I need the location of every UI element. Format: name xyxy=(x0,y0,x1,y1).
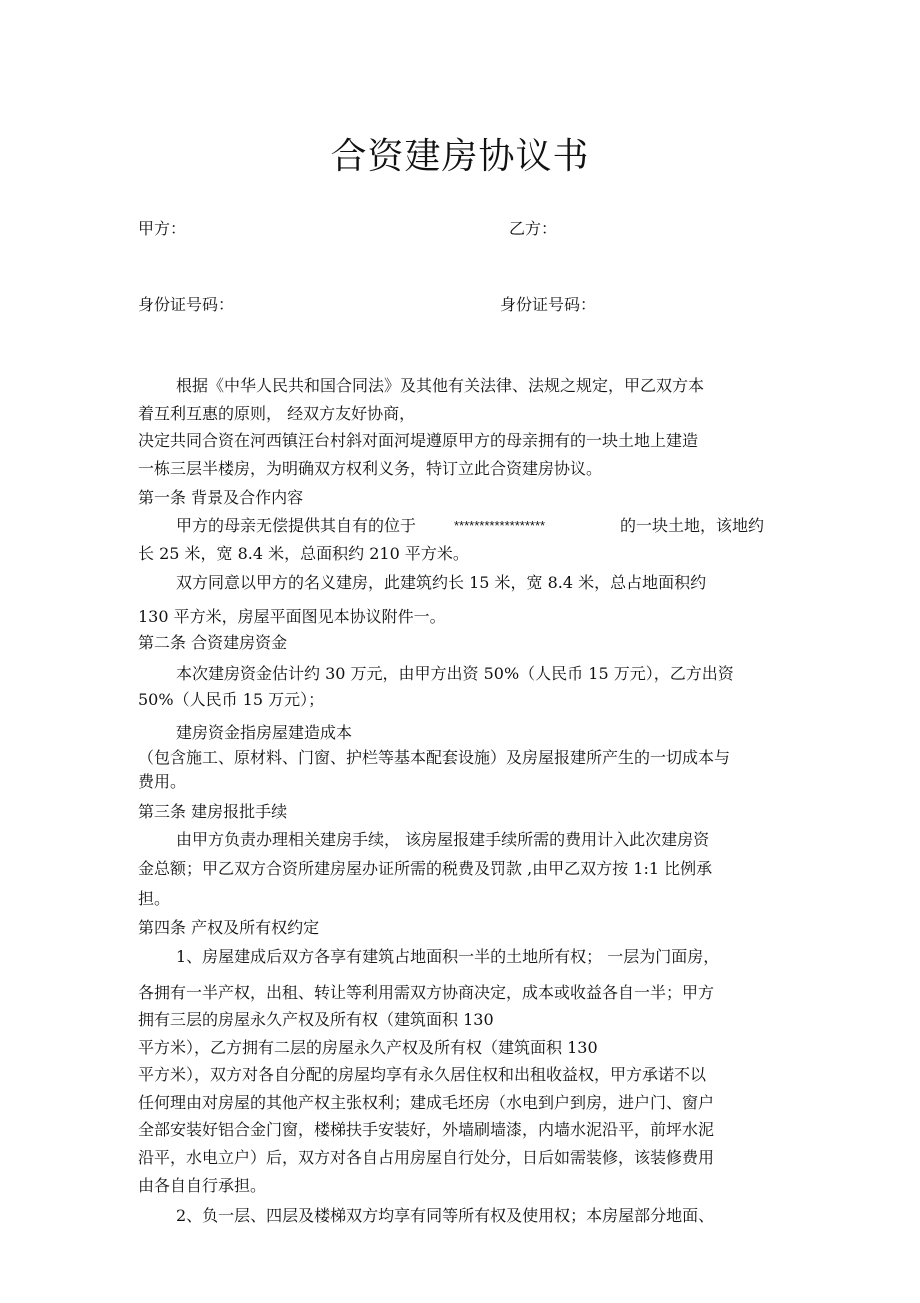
id-number-b-label: 身份证号码： xyxy=(500,295,597,314)
article-1-heading: 第一条 背景及合作内容 xyxy=(138,488,304,507)
article-4-line-5: 平方米），双方对各自分配的房屋均享有永久居住权和出租收益权，甲方承诺不以 xyxy=(138,1065,707,1084)
article-3-line-3: 担。 xyxy=(138,889,171,908)
preamble-line-3: 决定共同合资在河西镇汪台村斜对面河堤遵原甲方的母亲拥有的一块土地上建造 xyxy=(138,431,699,450)
article-2-heading: 第二条 合资建房资金 xyxy=(138,633,288,652)
article-4-line-10: 2、负一层、四层及楼梯双方均享有同等所有权及使用权；本房屋部分地面、 xyxy=(176,1206,715,1225)
article-4-line-2: 各拥有一半产权，出租、转让等利用需双方协商决定，成本或收益各自一半；甲方 xyxy=(138,983,715,1002)
article-2-line-5: 费用。 xyxy=(138,772,187,791)
article-1-line-4: 130 平方米，房屋平面图见本协议附件一。 xyxy=(138,607,446,626)
article-1-line-3: 双方同意以甲方的名义建房，此建筑约长 15 米，宽 8.4 米，总占地面积约 xyxy=(176,573,707,592)
party-a-label: 甲方： xyxy=(138,219,187,238)
document-title: 合资建房协议书 xyxy=(330,136,590,177)
article-4-line-8: 沿平，水电立户）后，双方对各自占用房屋自行处分，日后如需装修，该装修费用 xyxy=(138,1148,715,1167)
article-1-line-2: 长 25 米，宽 8.4 米，总面积约 210 平方米。 xyxy=(138,544,469,563)
preamble-line-1: 根据《中华人民共和国合同法》及其他有关法律、法规之规定，甲乙双方本 xyxy=(176,376,705,395)
article-1-line-1a: 甲方的母亲无偿提供其自有的位于 xyxy=(176,516,417,535)
article-1-line-1b: 的一块土地，该地约 xyxy=(620,516,765,535)
article-4-line-6: 任何理由对房屋的其他产权主张权利；建成毛坯房（水电到户到房，进户门、窗户 xyxy=(138,1093,715,1112)
article-2-line-3: 建房资金指房屋建造成本 xyxy=(176,723,353,742)
article-4-line-7: 全部安装好铝合金门窗，楼梯扶手安装好，外墙刷墙漆，内墙水泥沿平，前坪水泥 xyxy=(138,1120,715,1139)
article-4-line-9: 由各自自行承担。 xyxy=(138,1176,267,1195)
article-3-heading: 第三条 建房报批手续 xyxy=(138,802,288,821)
article-3-line-2: 金总额；甲乙双方合资所建房屋办证所需的税费及罚款 ,由甲乙双方按 1:1 比例承 xyxy=(138,859,713,878)
party-b-label: 乙方： xyxy=(509,219,558,238)
article-3-line-1: 由甲方负责办理相关建房手续， 该房屋报建手续所需的费用计入此次建房资 xyxy=(176,830,710,849)
article-2-line-1: 本次建房资金估计约 30 万元，由甲方出资 50%（人民币 15 万元），乙方出资 xyxy=(176,664,734,683)
article-2-line-2: 50%（人民币 15 万元）； xyxy=(138,690,325,709)
id-number-a-label: 身份证号码： xyxy=(138,295,235,314)
article-4-line-3: 拥有三层的房屋永久产权及所有权（建筑面积 130 xyxy=(138,1010,494,1029)
preamble-line-2: 着互利互惠的原则， 经双方友好协商， xyxy=(138,404,416,423)
article-4-heading: 第四条 产权及所有权约定 xyxy=(138,918,320,937)
article-4-line-1: 1、房屋建成后双方各享有建筑占地面积一半的土地所有权； 一层为门面房， xyxy=(176,947,720,966)
article-2-line-4: （包含施工、原材料、门窗、护栏等基本配套设施）及房屋报建所产生的一切成本与 xyxy=(138,748,731,767)
article-4-line-4: 平方米），乙方拥有二层的房屋永久产权及所有权（建筑面积 130 xyxy=(138,1038,598,1057)
redacted-location: ****************** xyxy=(454,518,546,533)
preamble-line-4: 一栋三层半楼房，为明确双方权利义务，特订立此合资建房协议。 xyxy=(138,459,603,478)
